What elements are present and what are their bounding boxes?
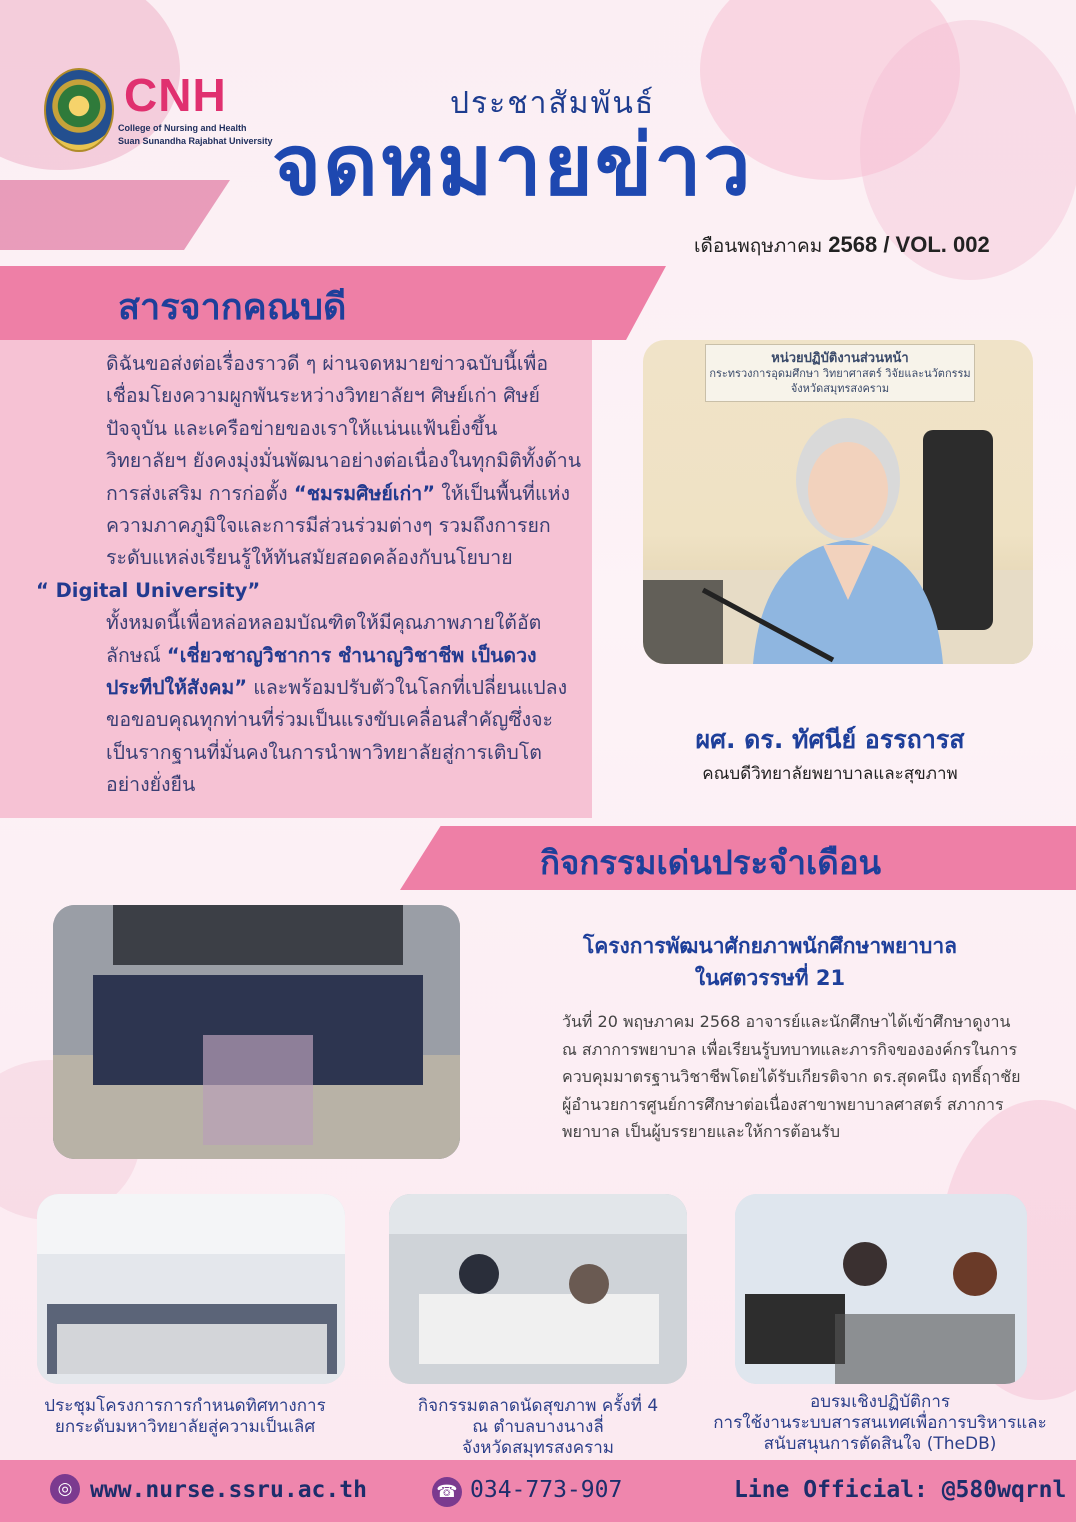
sign-line: จังหวัดสมุทรสงคราม <box>790 382 890 395</box>
caption-line: ประชุมโครงการการกำหนดทิศทางการ <box>44 1396 326 1416</box>
org-line1: College of Nursing and Health <box>118 123 247 133</box>
dean-message-text: ทั้งหมดนี้เพื่อหล่อหลอมบัณฑิตให้มีคุณภาพภายใต้อัตลักษณ์ <box>106 611 542 667</box>
health-market-photo <box>389 1194 687 1384</box>
caption-line: กิจกรรมตลาดนัดสุขภาพ ครั้งที่ 4 <box>417 1396 659 1416</box>
dean-message <box>36 348 584 802</box>
pr-label: ประชาสัมพันธ์ <box>450 86 656 121</box>
phone-link[interactable]: 034-773-907 <box>470 1477 623 1503</box>
org-abbr: CNH <box>124 69 227 121</box>
newsletter-title: จดหมายข่าว <box>272 116 753 214</box>
dean-section-heading: สารจากคณบดี <box>118 287 347 328</box>
dean-role: คณบดีวิทยาลัยพยาบาลและสุขภาพ <box>702 764 958 784</box>
sign-line: กระทรวงการอุดมศึกษา วิทยาศาสตร์ วิจัยและนวัตกรรม <box>709 367 971 380</box>
meeting-photo-illustration <box>37 1194 345 1384</box>
org-line2: Suan Sunandha Rajabhat University <box>118 136 273 146</box>
caption-line: การใช้งานระบบสารสนเทศเพื่อการบริหารและ <box>713 1413 1047 1433</box>
line-official-link[interactable]: Line Official: @580wqrnl <box>734 1477 1067 1503</box>
dean-portrait-illustration <box>643 340 1033 664</box>
project-body-text: วันที่ 20 พฤษภาคม 2568 อาจารย์และนักศึกษาได้เข้าศึกษาดูงาน ณ สภาการพยาบาล เพื่อเรียนรู้บทบาทและภารกิจขององค์กรในการควบคุมมาตรฐานวิชาชีพโดยได้รับเกียรติจาก ดร.สุดคนึง ฤทธิ์ฤาชัย ผู้อำนวยการศูนย์การศึกษาต่อเนื่องสาขาพยาบาลศาสตร์ สภาการพยาบาล เป็นผู้บรรยายและให้การต้อนรับ <box>562 1012 1021 1141</box>
dean-name: ผศ. ดร. ทัศนีย์ อรรถารส <box>695 725 965 754</box>
dean-message-paragraph: ดิฉันขอส่งต่อเรื่องราวดี ๆ ผ่านจดหมายข่าวฉบับนี้เพื่อเชื่อมโยงความผูกพันระหว่างวิทยาลัยฯ ศิษย์เก่า ศิษย์ปัจจุบัน และเครือข่ายของเราให้แน่นแฟ้นยิ่งขึ้น <box>106 352 549 440</box>
health-market-photo-illustration <box>389 1194 687 1384</box>
photo-caption <box>380 1396 696 1459</box>
training-photo-illustration <box>735 1194 1027 1384</box>
sign-line: หน่วยปฏิบัติงานส่วนหน้า <box>771 351 909 366</box>
dean-message-text: และพร้อมปรับตัวในโลกที่เปลี่ยนแปลง <box>253 676 568 700</box>
dean-message-paragraph: ขอขอบคุณทุกท่านที่ร่วมเป็นแรงขับเคลื่อนสำคัญซึ่งจะเป็นรากฐานที่มั่นคงในการนำพาวิทยาลัยสู่การเติบโตอย่างยั่งยืน <box>106 708 554 797</box>
photo-caption <box>690 1392 1070 1455</box>
pink-stripe-decoration <box>0 180 230 250</box>
activities-heading: กิจกรรมเด่นประจำเดือน <box>540 843 882 882</box>
project-title <box>520 930 1020 994</box>
group-photo-illustration <box>53 905 460 1159</box>
project-title-line: ในศตวรรษที่ 21 <box>694 966 846 990</box>
university-seal-logo <box>44 68 114 152</box>
caption-line: สนับสนุนการตัดสินใจ (TheDB) <box>763 1434 997 1454</box>
dean-message-paragraph <box>36 607 584 704</box>
meeting-photo <box>37 1194 345 1384</box>
caption-line: อบรมเชิงปฏิบัติการ <box>810 1392 950 1412</box>
photo-caption <box>20 1396 350 1438</box>
project-title-line: โครงการพัฒนาศักยภาพนักศึกษาพยาบาล <box>582 934 958 958</box>
group-photo <box>53 905 460 1159</box>
org-fullname <box>118 122 273 148</box>
dean-photo <box>643 340 1033 664</box>
identity-highlight: “เชี่ยวชาญวิชาการ ชำนาญวิชาชีพ เป็นดวงประทีปให้สังคม” <box>106 643 537 700</box>
issue-number: 2568 / VOL. 002 <box>828 232 990 257</box>
globe-icon: ◎ <box>50 1474 80 1504</box>
dean-message-text: วิทยาลัยฯ ยังคงมุ่งมั่นพัฒนาอย่างต่อเนื่องในทุกมิติทั้งด้านการส่งเสริม การก่อตั้ง <box>106 449 582 505</box>
digital-university-highlight: “ Digital University” <box>36 578 261 602</box>
phone-icon: ☎ <box>432 1477 462 1507</box>
dean-message-paragraph <box>36 445 584 575</box>
caption-line: ณ ตำบลบางนางลี่ <box>472 1417 604 1437</box>
caption-line: จังหวัดสมุทรสงคราม <box>462 1438 614 1458</box>
dean-message-paragraph <box>36 575 584 607</box>
alumni-club-highlight: “ชมรมศิษย์เก่า” <box>293 481 436 505</box>
training-photo <box>735 1194 1027 1384</box>
caption-line: ยกระดับมหาวิทยาลัยสู่ความเป็นเลิศ <box>54 1417 316 1437</box>
dean-message-text: ให้เป็นพื้นที่แห่งความภาคภูมิใจและการมีส่วนร่วมต่างๆ รวมถึงการยกระดับแหล่งเรียนรู้ให้ทันสมัยสอดคล้องกับนโยบาย <box>106 481 570 570</box>
month-label: เดือนพฤษภาคม <box>694 235 823 257</box>
issue-line <box>694 231 990 261</box>
project-description <box>532 1008 1028 1146</box>
website-link[interactable]: www.nurse.ssru.ac.th <box>90 1477 367 1503</box>
